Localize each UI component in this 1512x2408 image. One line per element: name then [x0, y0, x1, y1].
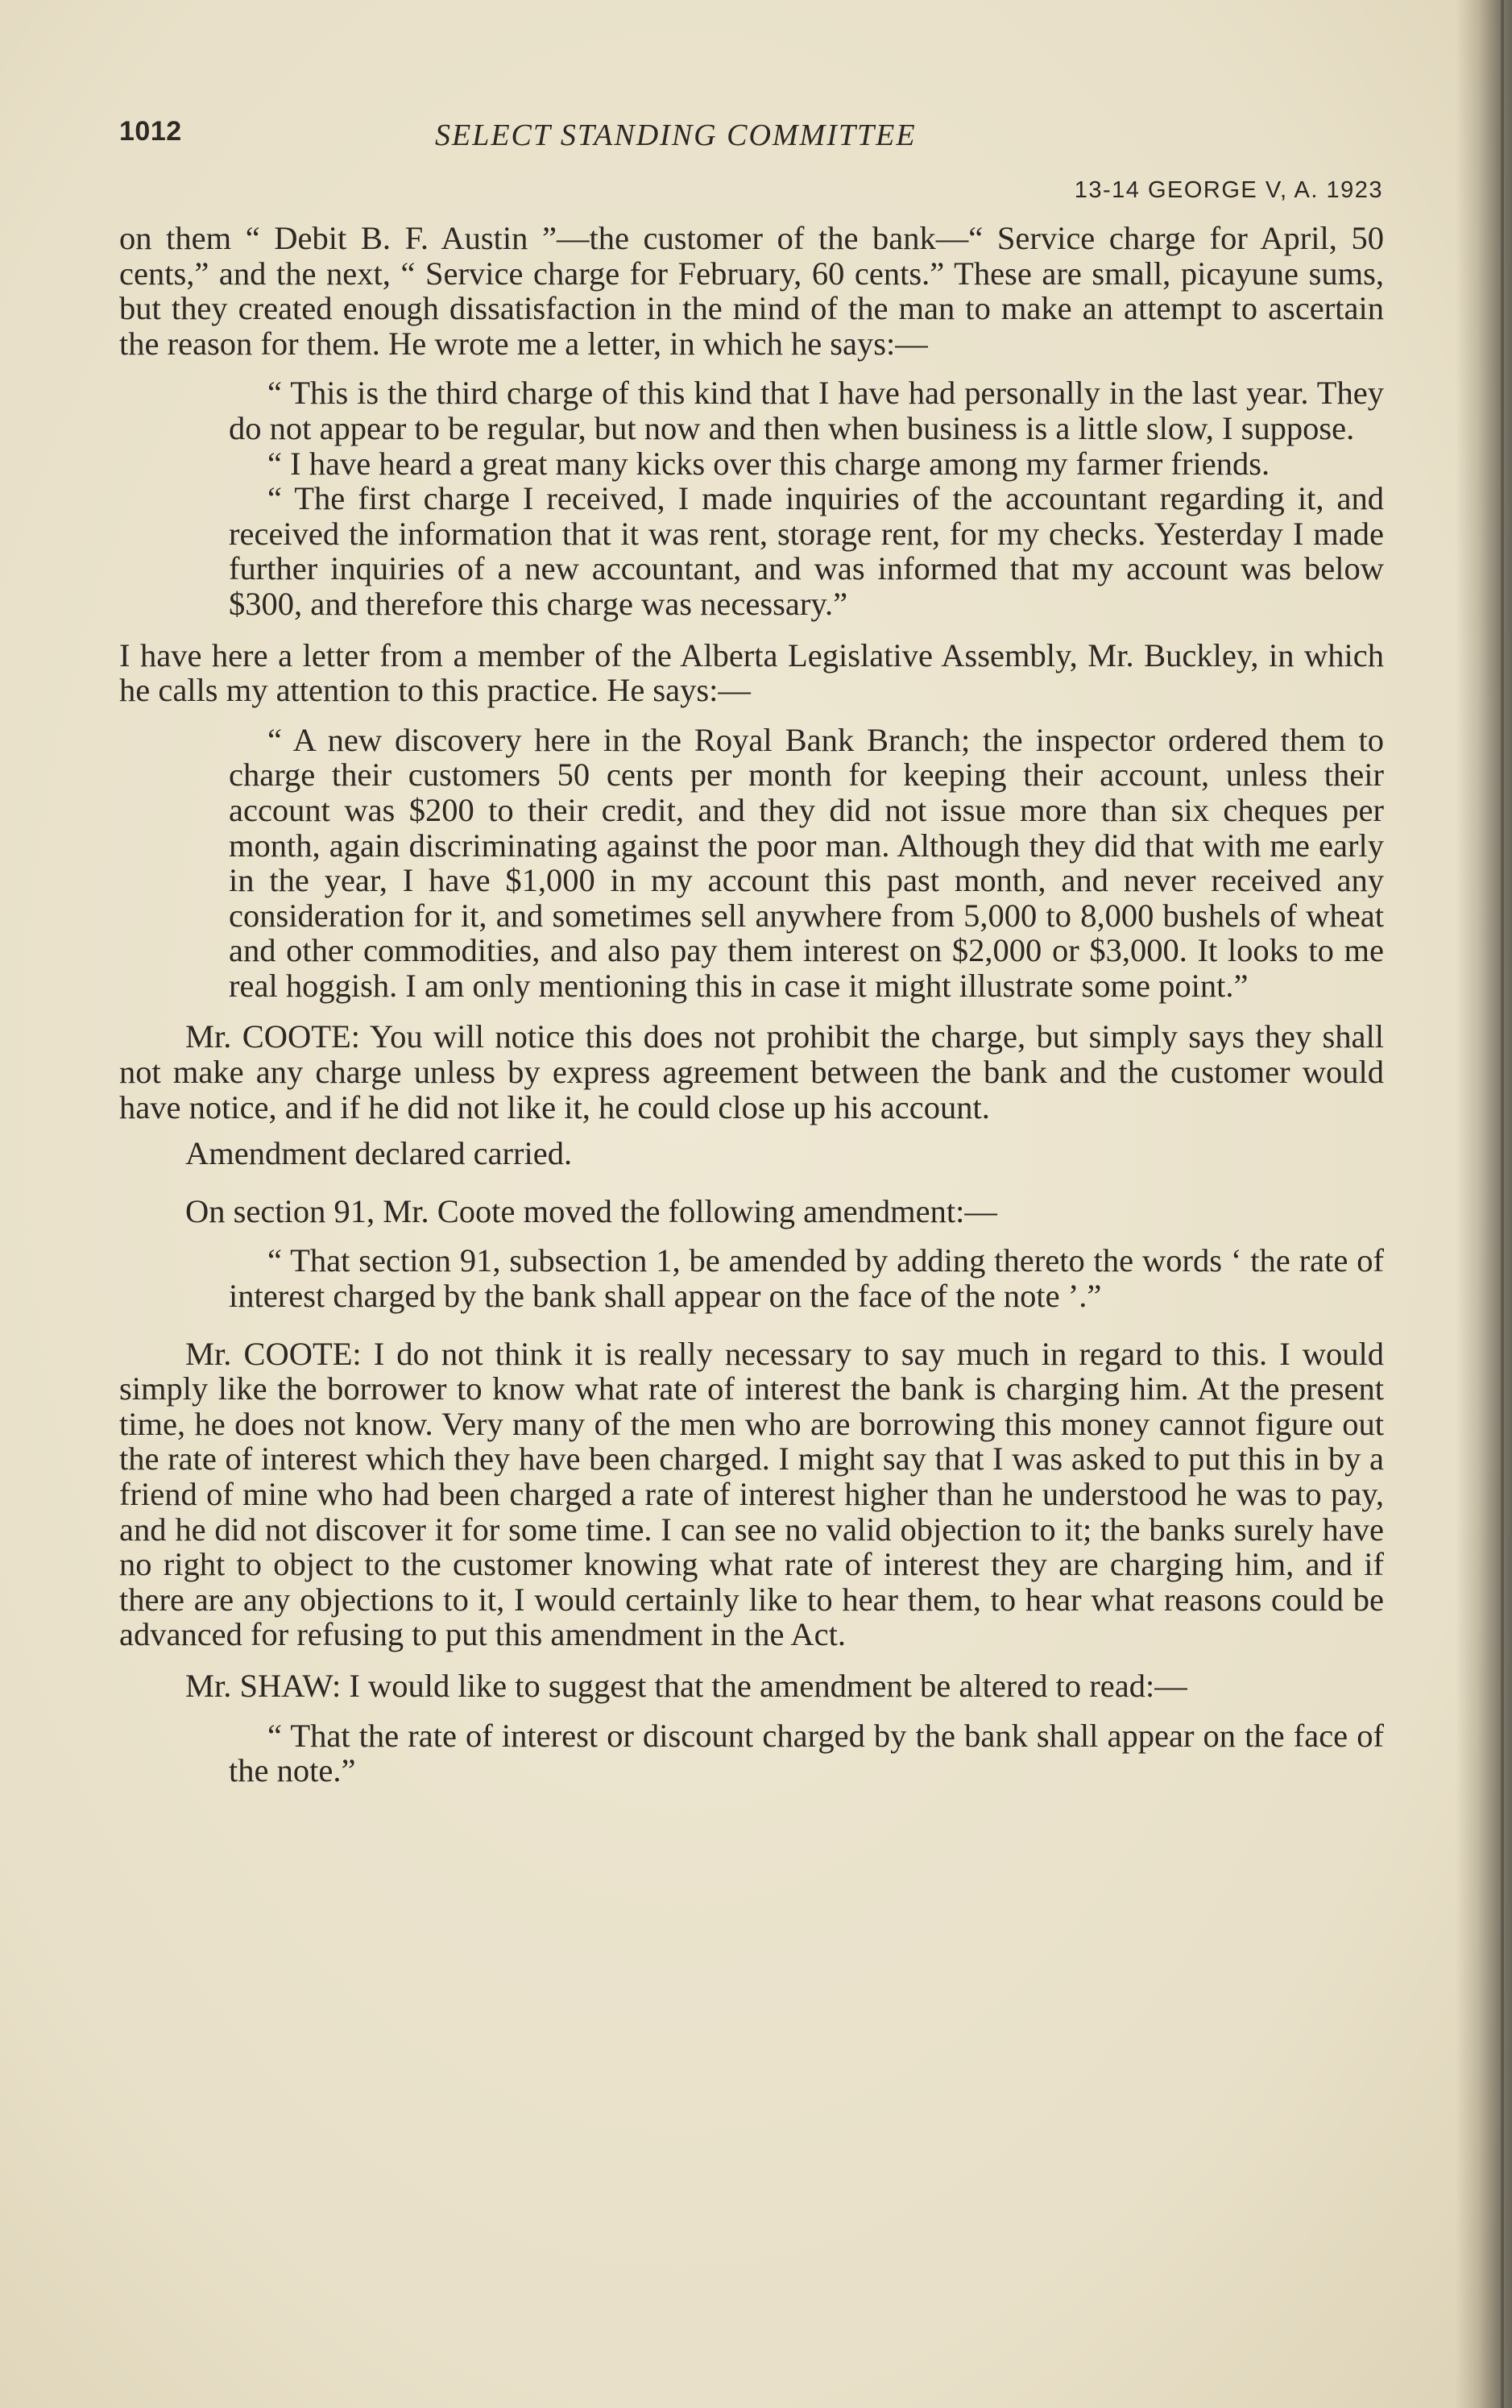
paragraph-section-91-motion: On section 91, Mr. Coote moved the following amendment:— — [185, 1192, 997, 1229]
quote-section-91-amendment: “ That section 91, subsection 1, be amended by adding thereto the words ‘ the rate of interest charged by the bank shall appear on the face of the note ’.” — [229, 1242, 1384, 1315]
paragraph-coote-argument: Mr. COOTE: I do not think it is really necessary to say much in regard to this. I would simply like the borrower to know what rate of interest the bank is charging him. At the present time, he does not know. Very many of the men who are borrowing this money cannot figure out the rate of interest which they have been charged. I might say that I was asked to put this in by a friend of mine who had been charged a rate of interest higher than he understood he was to pay, and he did not discover it for some time. I can see no valid objection to it; the banks surely have no right to object to the customer knowing what rate of interest they are charging him, and if there are any objections to it, I would certainly like to hear them, to hear what reasons could be advanced for refusing to put this amendment in the Act. — [119, 1335, 1384, 1653]
document-body — [119, 221, 1384, 1788]
paragraph-coote-remark: Mr. COOTE: You will notice this does not prohibit the charge, but simply says they shall not make any charge unless by express agreement between the bank and the customer would have notice, and if he did not like it, he could close up his account. — [119, 1018, 1384, 1125]
page-edge-shadow — [1456, 0, 1512, 2408]
session-reference: 13-14 GEORGE V, A. 1923 — [1074, 177, 1383, 203]
paragraph-amendment-carried: Amendment declared carried. — [185, 1135, 573, 1172]
quote-first-charge: “ The first charge I received, I made inquiries of the accountant regarding it, and received the information that it was rent, storage rent, for my checks. Yesterday I made further inquiries of a new accountant, and was informed that my account was below $300, and therefore this charge was necessary.” — [229, 480, 1384, 622]
quote-third-charge: “ This is the third charge of this kind that I have had personally in the last year. They do not appear to be regular, but now and then when business is a little slow, I suppose. — [229, 375, 1384, 446]
quote-kicks: “ I have heard a great many kicks over this charge among my farmer friends. — [267, 445, 1270, 482]
quote-royal-bank: “ A new discovery here in the Royal Bank Branch; the inspector ordered them to charge their customers 50 cents per month for keeping their account, unless their account was $200 to their credit, and they did not issue more than six cheques per month, again discriminating against the poor man. Although they did that with me early in the year, I have $1,000 in my account this past month, and never received any consideration for it, and sometimes sell anywhere from 5,000 to 8,000 bushels of wheat and other commodities, and also pay them interest on $2,000 or $3,000. It looks to me real hoggish. I am only mentioning this in case it might illustrate some point.” — [229, 721, 1384, 1004]
paragraph-shaw-suggestion: Mr. SHAW: I would like to suggest that the amendment be altered to read:— — [185, 1667, 1187, 1704]
quote-shaw-amendment: “ That the rate of interest or discount charged by the bank shall appear on the face of the note.” — [229, 1717, 1384, 1789]
paragraph-austin-intro: on them “ Debit B. F. Austin ”—the customer of the bank—“ Service charge for April, 50 cents,” and the next, “ Service charge for February, 60 cents.” These are small, picayune sums, but they created enough dissatisfaction in the mind of the man to make an attempt to ascertain the reason for them. He wrote me a letter, in which he says:— — [119, 220, 1384, 362]
running-head: SELECT STANDING COMMITTEE — [435, 118, 917, 152]
page-number: 1012 — [119, 116, 182, 147]
paragraph-buckley-letter: I have here a letter from a member of the Alberta Legislative Assembly, Mr. Buckley, in which he calls my attention to this practice. He says:— — [119, 636, 1384, 709]
